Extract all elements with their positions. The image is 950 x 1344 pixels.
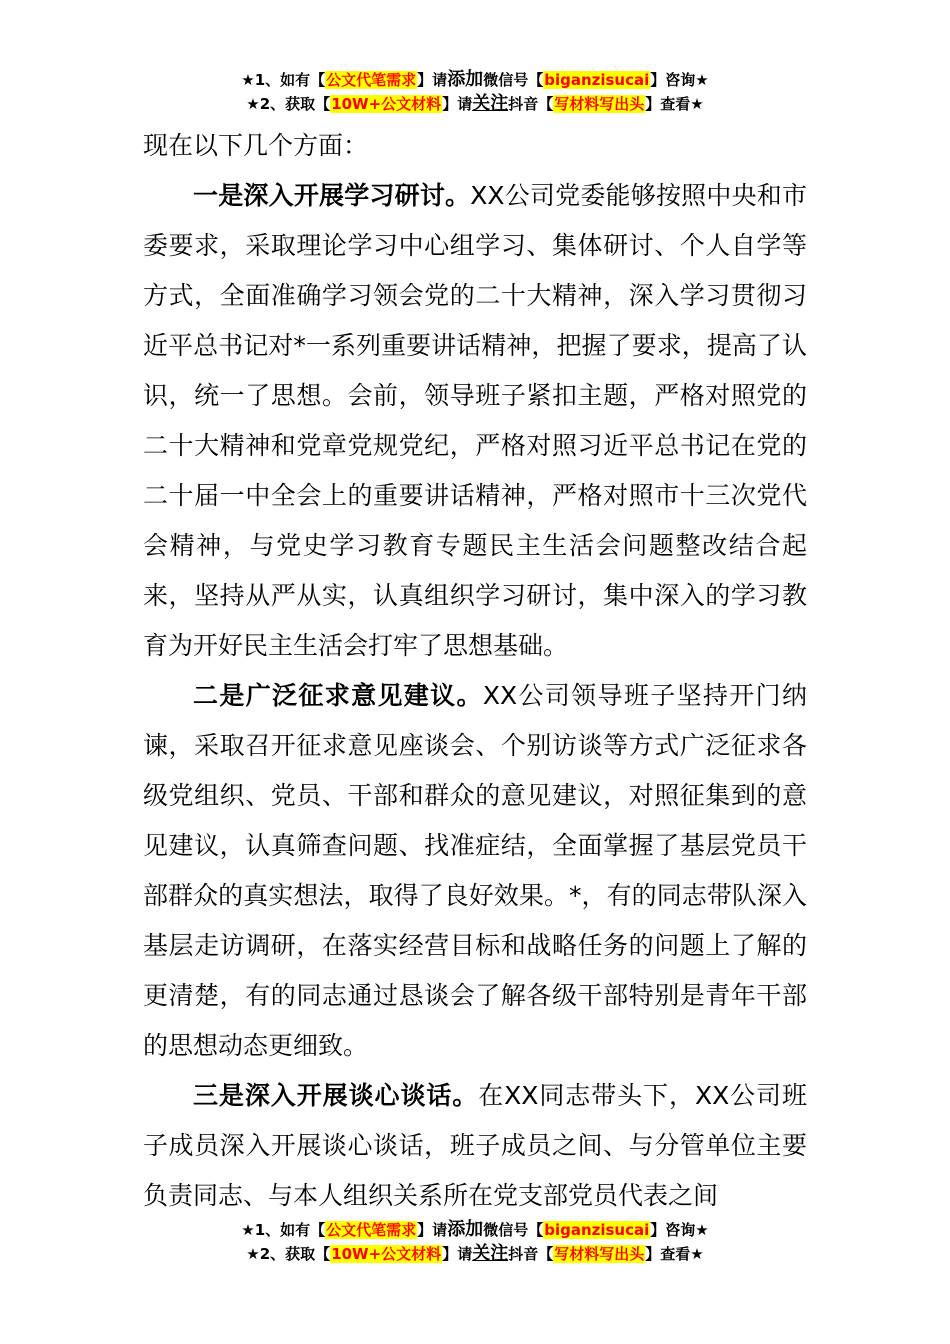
banner-line-2: [0, 1242, 950, 1266]
banner-text: 】查看★: [645, 1245, 704, 1263]
banner-highlight: 公文代笔需求: [326, 1221, 417, 1239]
banner-text: ★1、如有【: [241, 71, 326, 89]
banner-emphasis: 关注: [472, 93, 509, 114]
banner-line-1: [0, 68, 950, 92]
paragraph-heading: 一是深入开展学习研讨。: [193, 181, 471, 210]
banner-text: 】查看★: [645, 95, 704, 113]
banner-highlight: 10W+公文材料: [331, 95, 442, 113]
banner-douyin-id: 写材料写出头: [554, 1245, 645, 1263]
banner-emphasis: 添加: [447, 1219, 484, 1240]
banner-text: 抖音【: [508, 95, 554, 113]
banner-douyin-id: 写材料写出头: [554, 95, 645, 113]
paragraph-heading: 三是深入开展谈心谈话。: [193, 1081, 479, 1110]
banner-text: 】请: [442, 95, 473, 113]
banner-wechat-id: biganzisucai: [544, 71, 650, 89]
banner-text: 微信号【: [483, 1221, 544, 1239]
paragraph-text: 在XX同志带头下，XX公司班子成员深入开展谈心谈话，班子成员之间、与分管单位主要负责同志、与本人组织关系所在党支部党员代表之间: [143, 1081, 807, 1210]
paragraph-text: XX公司领导班子坚持开门纳谏，采取召开征求意见座谈会、个别访谈等方式广泛征求各级党组织、党员、干部和群众的意见建议，对照征集到的意见建议，认真筛查问题、找准症结，全面掌握了基层党员干部群众的真实想法，取得了良好效果。*，有的同志带队深入基层走访调研，在落实经营目标和战略任务的问题上了解的更清楚，有的同志通过恳谈会了解各级干部特别是青年干部的思想动态更细致。: [143, 681, 807, 1060]
banner-text: 】咨询★: [650, 71, 709, 89]
footer-banner: [0, 1218, 950, 1266]
banner-highlight: 10W+公文材料: [331, 1245, 442, 1263]
paragraph-heading: 二是广泛征求意见建议。: [193, 681, 483, 710]
banner-emphasis: 关注: [472, 1243, 509, 1264]
banner-line-1: [0, 1218, 950, 1242]
banner-text: ★2、获取【: [246, 1245, 331, 1263]
banner-text: 微信号【: [483, 71, 544, 89]
banner-highlight: 公文代笔需求: [326, 71, 417, 89]
banner-text: 】咨询★: [650, 1221, 709, 1239]
paragraph-1: [143, 171, 807, 671]
banner-text: 】请: [442, 1245, 473, 1263]
banner-text: 】请: [417, 1221, 448, 1239]
banner-text: ★2、获取【: [246, 95, 331, 113]
banner-wechat-id: biganzisucai: [544, 1221, 650, 1239]
banner-text: 】请: [417, 71, 448, 89]
banner-text: ★1、如有【: [241, 1221, 326, 1239]
paragraph-2: [143, 671, 807, 1071]
header-banner: [0, 68, 950, 116]
banner-text: 抖音【: [508, 1245, 554, 1263]
intro-line: 现在以下几个方面：: [143, 131, 369, 160]
paragraph-text: XX公司党委能够按照中央和市委要求，采取理论学习中心组学习、集体研讨、个人自学等方式，全面准确学习领会党的二十大精神，深入学习贯彻习近平总书记对*一系列重要讲话精神，把握了要求，提高了认识，统一了思想。会前，领导班子紧扣主题，严格对照党的二十大精神和党章党规党纪，严格对照习近平总书记在党的二十届一中全会上的重要讲话精神，严格对照市十三次党代会精神，与党史学习教育专题民主生活会问题整改结合起来，坚持从严从实，认真组织学习研讨，集中深入的学习教育为开好民主生活会打牢了思想基础。: [143, 181, 807, 660]
document-body: [143, 121, 807, 1221]
paragraph-3: [143, 1071, 807, 1221]
banner-line-2: [0, 92, 950, 116]
banner-emphasis: 添加: [447, 69, 484, 90]
